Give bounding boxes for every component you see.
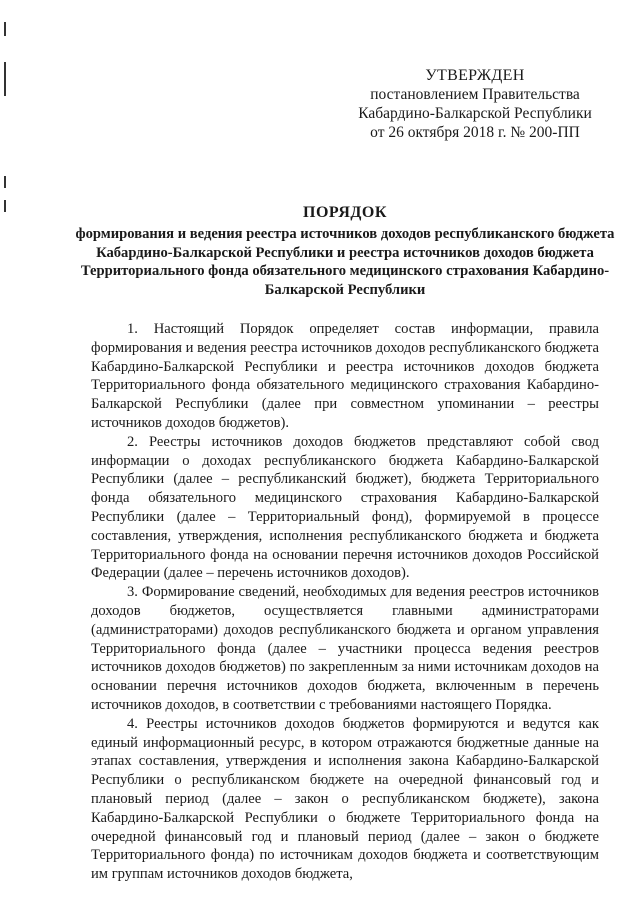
scan-mark [4, 62, 6, 96]
approval-line: постановлением Правительства [370, 86, 580, 103]
paragraph: 3. Формирование сведений, необходимых для ведения реестров источников доходов бюджетов, осуществляется главными администраторами (администраторами) доходов республиканского бюджета и органом управления Территориального фонда (далее – участники процесса ведения реестров источников доходов бюджетов) по закрепленным за ними источникам доходов на основании перечня источников доходов бюджета, включенным в перечень источников доходов, в соответствии с требованиями настоящего Порядка. [91, 584, 599, 713]
scan-mark [4, 176, 6, 188]
approval-heading: УТВЕРЖДЕН [425, 67, 525, 84]
paragraph: 2. Реестры источников доходов бюджетов представляют собой свод информации о доходах республиканского бюджета Кабардино-Балкарской Республики (далее – республиканский бюджет), бюджета Территориального фонда обязательного медицинского страхования Кабардино-Балкарской Республики (далее – Территориальный фонд), формируемой в процессе составления, утверждения, исполнения республиканского бюджета и бюджета Территориального фонда на основании перечня источников доходов Российской Федерации (далее – перечень источников доходов). [91, 433, 599, 582]
paragraph: 1. Настоящий Порядок определяет состав информации, правила формирования и ведения реестра источников доходов республиканского бюджета Кабардино-Балкарской Республики и реестра источников доходов бюджета Территориального фонда обязательного медицинского страхования Кабардино-Балкарской Республики (далее при совместном упоминании – реестры источников доходов бюджетов). [91, 321, 599, 431]
scan-mark [4, 22, 6, 36]
approval-stamp [340, 66, 610, 142]
approval-line: от 26 октября 2018 г. № 200-ПП [370, 124, 580, 141]
paragraph: 4. Реестры источников доходов бюджетов формируются и ведутся как единый информационный ресурс, в котором отражаются бюджетные данные на этапах составления, утверждения и исполнения закона Кабардино-Балкарской Республики о республиканском бюджете на очередной финансовый год и плановый период (далее – закон о республиканском бюджете), закона Кабардино-Балкарской Республики о бюджете Территориального фонда на очередной финансовый год и плановый период (далее – закон о бюджете Территориального фонда) по источникам доходов бюджета и соответствующим им группам источников доходов бюджета, [91, 715, 599, 883]
approval-line: Кабардино-Балкарской Республики [358, 105, 592, 122]
document-title [70, 204, 620, 299]
title-main: ПОРЯДОК [303, 204, 387, 221]
document-body [91, 320, 599, 884]
scan-mark [4, 200, 6, 212]
title-subtitle: формирования и ведения реестра источников доходов республиканского бюджета Кабардино-Балкарской Республики и реестра источников доходов бюджета Территориального фонда обязательного медицинского страхования Кабардино-Балкарской Республики [75, 226, 615, 298]
